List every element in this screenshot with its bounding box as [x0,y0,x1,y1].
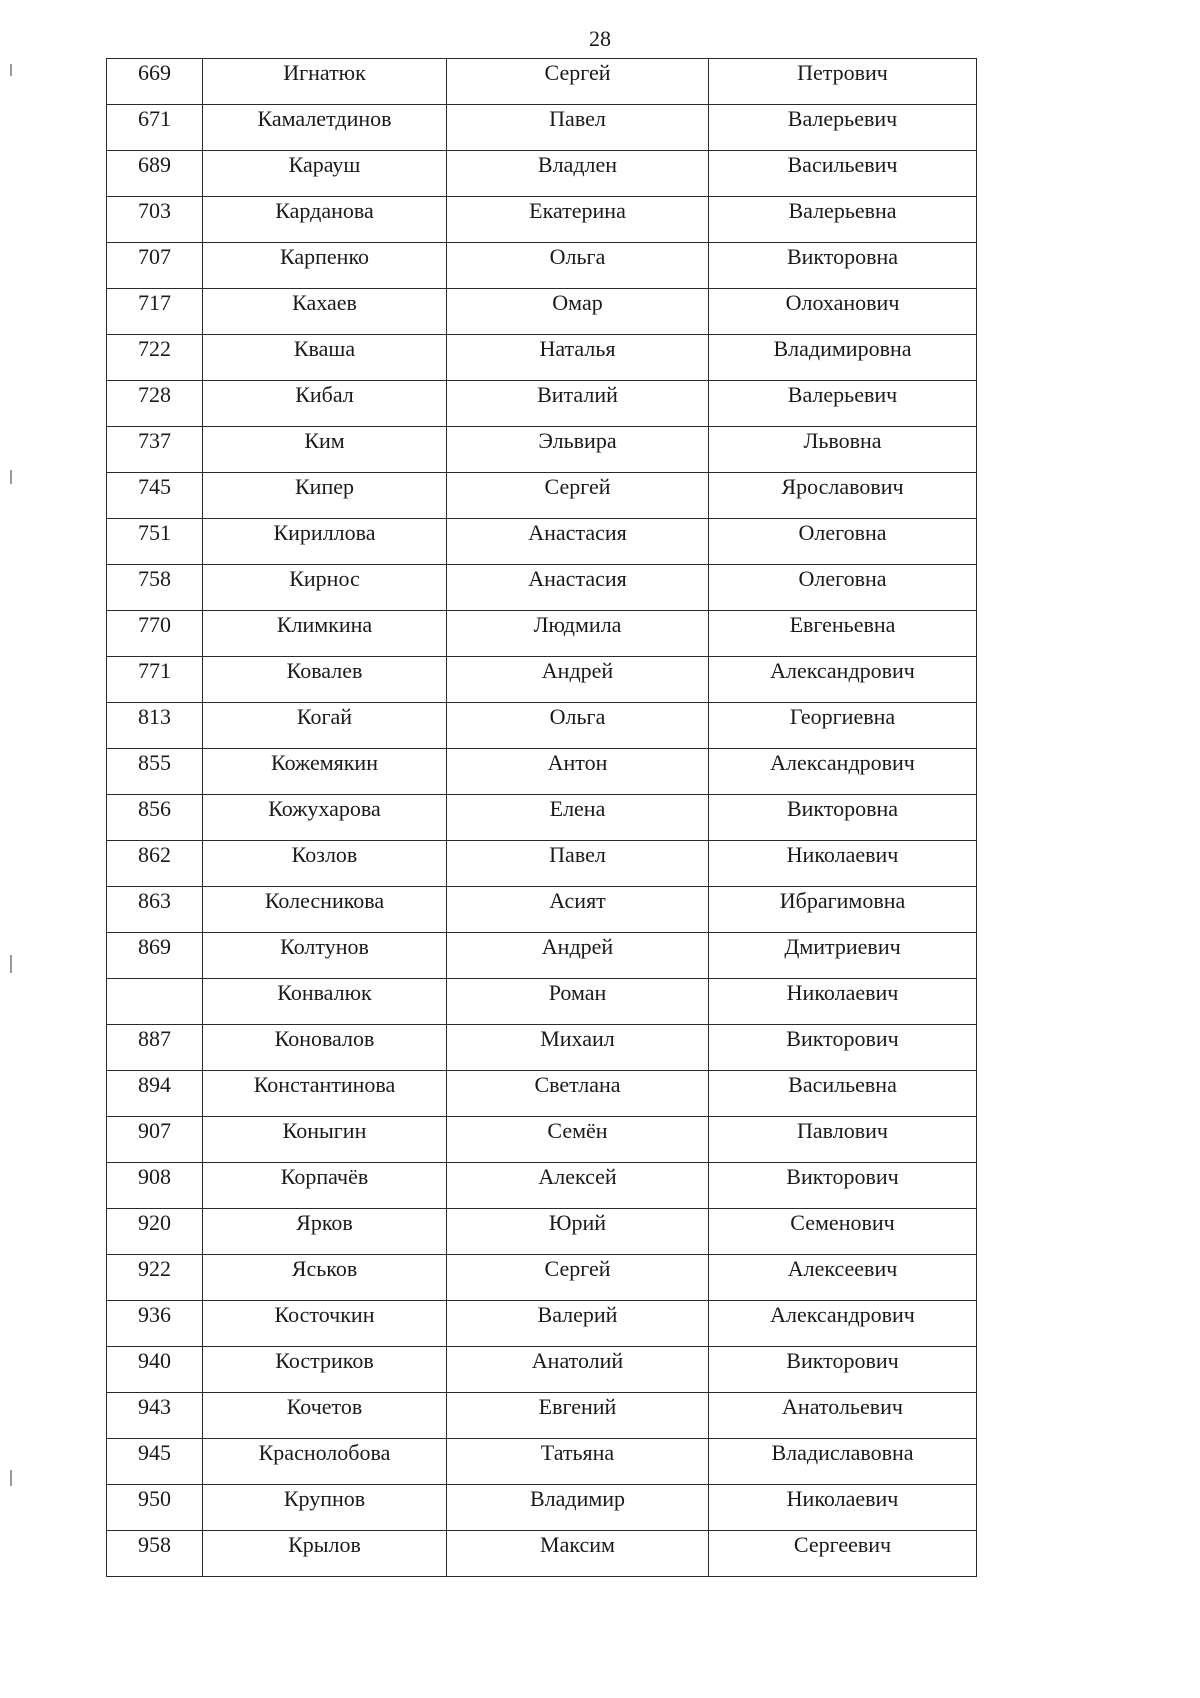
scan-speck [10,955,12,973]
cell-number: 758 [107,565,203,611]
cell-last-name: Конвалюк [203,979,447,1025]
cell-patronymic: Викторович [709,1347,977,1393]
table-row [107,243,977,289]
cell-number: 728 [107,381,203,427]
cell-number: 813 [107,703,203,749]
table-row [107,105,977,151]
cell-last-name: Коныгин [203,1117,447,1163]
cell-number: 717 [107,289,203,335]
cell-number: 936 [107,1301,203,1347]
cell-first-name: Владлен [447,151,709,197]
cell-last-name: Игнатюк [203,59,447,105]
cell-number: 958 [107,1531,203,1577]
cell-first-name: Алексей [447,1163,709,1209]
cell-last-name: Костриков [203,1347,447,1393]
table-row [107,1255,977,1301]
cell-last-name: Краснолобова [203,1439,447,1485]
cell-last-name: Кожухарова [203,795,447,841]
cell-last-name: Яськов [203,1255,447,1301]
cell-patronymic: Николаевич [709,841,977,887]
page-number: 28 [589,26,611,51]
table-row [107,841,977,887]
cell-first-name: Эльвира [447,427,709,473]
cell-last-name: Камалетдинов [203,105,447,151]
cell-patronymic: Николаевич [709,979,977,1025]
cell-number: 751 [107,519,203,565]
cell-first-name: Семён [447,1117,709,1163]
cell-number: 745 [107,473,203,519]
table-row [107,1071,977,1117]
cell-number: 737 [107,427,203,473]
cell-last-name: Кипер [203,473,447,519]
cell-patronymic: Павлович [709,1117,977,1163]
cell-patronymic: Владиславовна [709,1439,977,1485]
table-row [107,381,977,427]
cell-last-name: Кочетов [203,1393,447,1439]
cell-first-name: Евгений [447,1393,709,1439]
cell-patronymic: Олоханович [709,289,977,335]
cell-number: 907 [107,1117,203,1163]
cell-patronymic: Александрович [709,749,977,795]
table-row [107,657,977,703]
cell-first-name: Омар [447,289,709,335]
cell-patronymic: Олеговна [709,519,977,565]
cell-first-name: Татьяна [447,1439,709,1485]
table-row [107,151,977,197]
cell-first-name: Екатерина [447,197,709,243]
cell-number: 703 [107,197,203,243]
table-row [107,933,977,979]
cell-first-name: Андрей [447,657,709,703]
cell-number: 722 [107,335,203,381]
cell-last-name: Крылов [203,1531,447,1577]
cell-patronymic: Викторович [709,1163,977,1209]
cell-first-name: Владимир [447,1485,709,1531]
roster-body [107,59,977,1577]
cell-patronymic: Петрович [709,59,977,105]
cell-number: 945 [107,1439,203,1485]
table-row [107,519,977,565]
cell-patronymic: Валерьевич [709,381,977,427]
cell-first-name: Юрий [447,1209,709,1255]
cell-last-name: Кваша [203,335,447,381]
cell-number: 894 [107,1071,203,1117]
cell-number: 863 [107,887,203,933]
cell-first-name: Михаил [447,1025,709,1071]
cell-patronymic: Александрович [709,1301,977,1347]
cell-patronymic: Владимировна [709,335,977,381]
table-row [107,1439,977,1485]
cell-last-name: Ярков [203,1209,447,1255]
cell-number: 887 [107,1025,203,1071]
cell-first-name: Светлана [447,1071,709,1117]
cell-number: 922 [107,1255,203,1301]
table-row [107,1209,977,1255]
cell-patronymic: Георгиевна [709,703,977,749]
table-row [107,565,977,611]
cell-patronymic: Александрович [709,657,977,703]
cell-patronymic: Дмитриевич [709,933,977,979]
cell-last-name: Кириллова [203,519,447,565]
table-row [107,1163,977,1209]
cell-first-name: Виталий [447,381,709,427]
table-row [107,1531,977,1577]
cell-number: 856 [107,795,203,841]
cell-number: 943 [107,1393,203,1439]
cell-first-name: Максим [447,1531,709,1577]
cell-number: 862 [107,841,203,887]
cell-number: 869 [107,933,203,979]
cell-first-name: Ольга [447,703,709,749]
cell-patronymic: Викторовна [709,243,977,289]
cell-patronymic: Алексеевич [709,1255,977,1301]
cell-patronymic: Ярославович [709,473,977,519]
cell-number: 669 [107,59,203,105]
table-row [107,197,977,243]
cell-first-name: Сергей [447,1255,709,1301]
cell-last-name: Карпенко [203,243,447,289]
cell-first-name: Павел [447,105,709,151]
cell-number: 950 [107,1485,203,1531]
cell-patronymic: Семенович [709,1209,977,1255]
cell-last-name: Когай [203,703,447,749]
cell-first-name: Наталья [447,335,709,381]
cell-last-name: Корпачёв [203,1163,447,1209]
cell-patronymic: Анатольевич [709,1393,977,1439]
cell-number: 689 [107,151,203,197]
cell-last-name: Кибал [203,381,447,427]
cell-patronymic: Олеговна [709,565,977,611]
cell-last-name: Крупнов [203,1485,447,1531]
table-row [107,335,977,381]
cell-patronymic: Николаевич [709,1485,977,1531]
table-row [107,611,977,657]
cell-last-name: Кахаев [203,289,447,335]
cell-last-name: Климкина [203,611,447,657]
cell-last-name: Ким [203,427,447,473]
cell-last-name: Ковалев [203,657,447,703]
cell-first-name: Анатолий [447,1347,709,1393]
cell-first-name: Анастасия [447,565,709,611]
cell-number: 855 [107,749,203,795]
cell-number: 908 [107,1163,203,1209]
cell-number: 671 [107,105,203,151]
cell-patronymic: Ибрагимовна [709,887,977,933]
cell-last-name: Колесникова [203,887,447,933]
cell-last-name: Карданова [203,197,447,243]
cell-patronymic: Васильевич [709,151,977,197]
cell-last-name: Кирнос [203,565,447,611]
scan-speck [10,470,12,484]
table-row [107,887,977,933]
table-row [107,1117,977,1163]
cell-last-name: Коновалов [203,1025,447,1071]
cell-last-name: Кожемякин [203,749,447,795]
cell-number [107,979,203,1025]
cell-patronymic: Евгеньевна [709,611,977,657]
table-row [107,795,977,841]
table-row [107,59,977,105]
scan-speck [10,1470,12,1486]
cell-number: 940 [107,1347,203,1393]
table-row [107,1485,977,1531]
cell-number: 920 [107,1209,203,1255]
table-row [107,703,977,749]
cell-patronymic: Васильевна [709,1071,977,1117]
cell-first-name: Асият [447,887,709,933]
cell-first-name: Андрей [447,933,709,979]
cell-first-name: Валерий [447,1301,709,1347]
cell-patronymic: Сергеевич [709,1531,977,1577]
table-row [107,473,977,519]
table-row [107,749,977,795]
cell-number: 707 [107,243,203,289]
table-row [107,289,977,335]
cell-first-name: Анастасия [447,519,709,565]
cell-patronymic: Валерьевна [709,197,977,243]
cell-first-name: Антон [447,749,709,795]
table-row [107,1025,977,1071]
table-row [107,1347,977,1393]
scan-speck [10,64,12,76]
cell-patronymic: Викторовна [709,795,977,841]
cell-number: 770 [107,611,203,657]
cell-first-name: Роман [447,979,709,1025]
cell-last-name: Козлов [203,841,447,887]
table-row [107,427,977,473]
cell-first-name: Павел [447,841,709,887]
cell-last-name: Колтунов [203,933,447,979]
cell-first-name: Ольга [447,243,709,289]
cell-first-name: Людмила [447,611,709,657]
table-row [107,1301,977,1347]
table-row [107,1393,977,1439]
cell-patronymic: Викторович [709,1025,977,1071]
table-row [107,979,977,1025]
cell-number: 771 [107,657,203,703]
cell-first-name: Сергей [447,473,709,519]
cell-last-name: Карауш [203,151,447,197]
cell-patronymic: Львовна [709,427,977,473]
roster-table [106,58,977,1577]
cell-first-name: Сергей [447,59,709,105]
cell-last-name: Косточкин [203,1301,447,1347]
cell-first-name: Елена [447,795,709,841]
cell-patronymic: Валерьевич [709,105,977,151]
cell-last-name: Константинова [203,1071,447,1117]
